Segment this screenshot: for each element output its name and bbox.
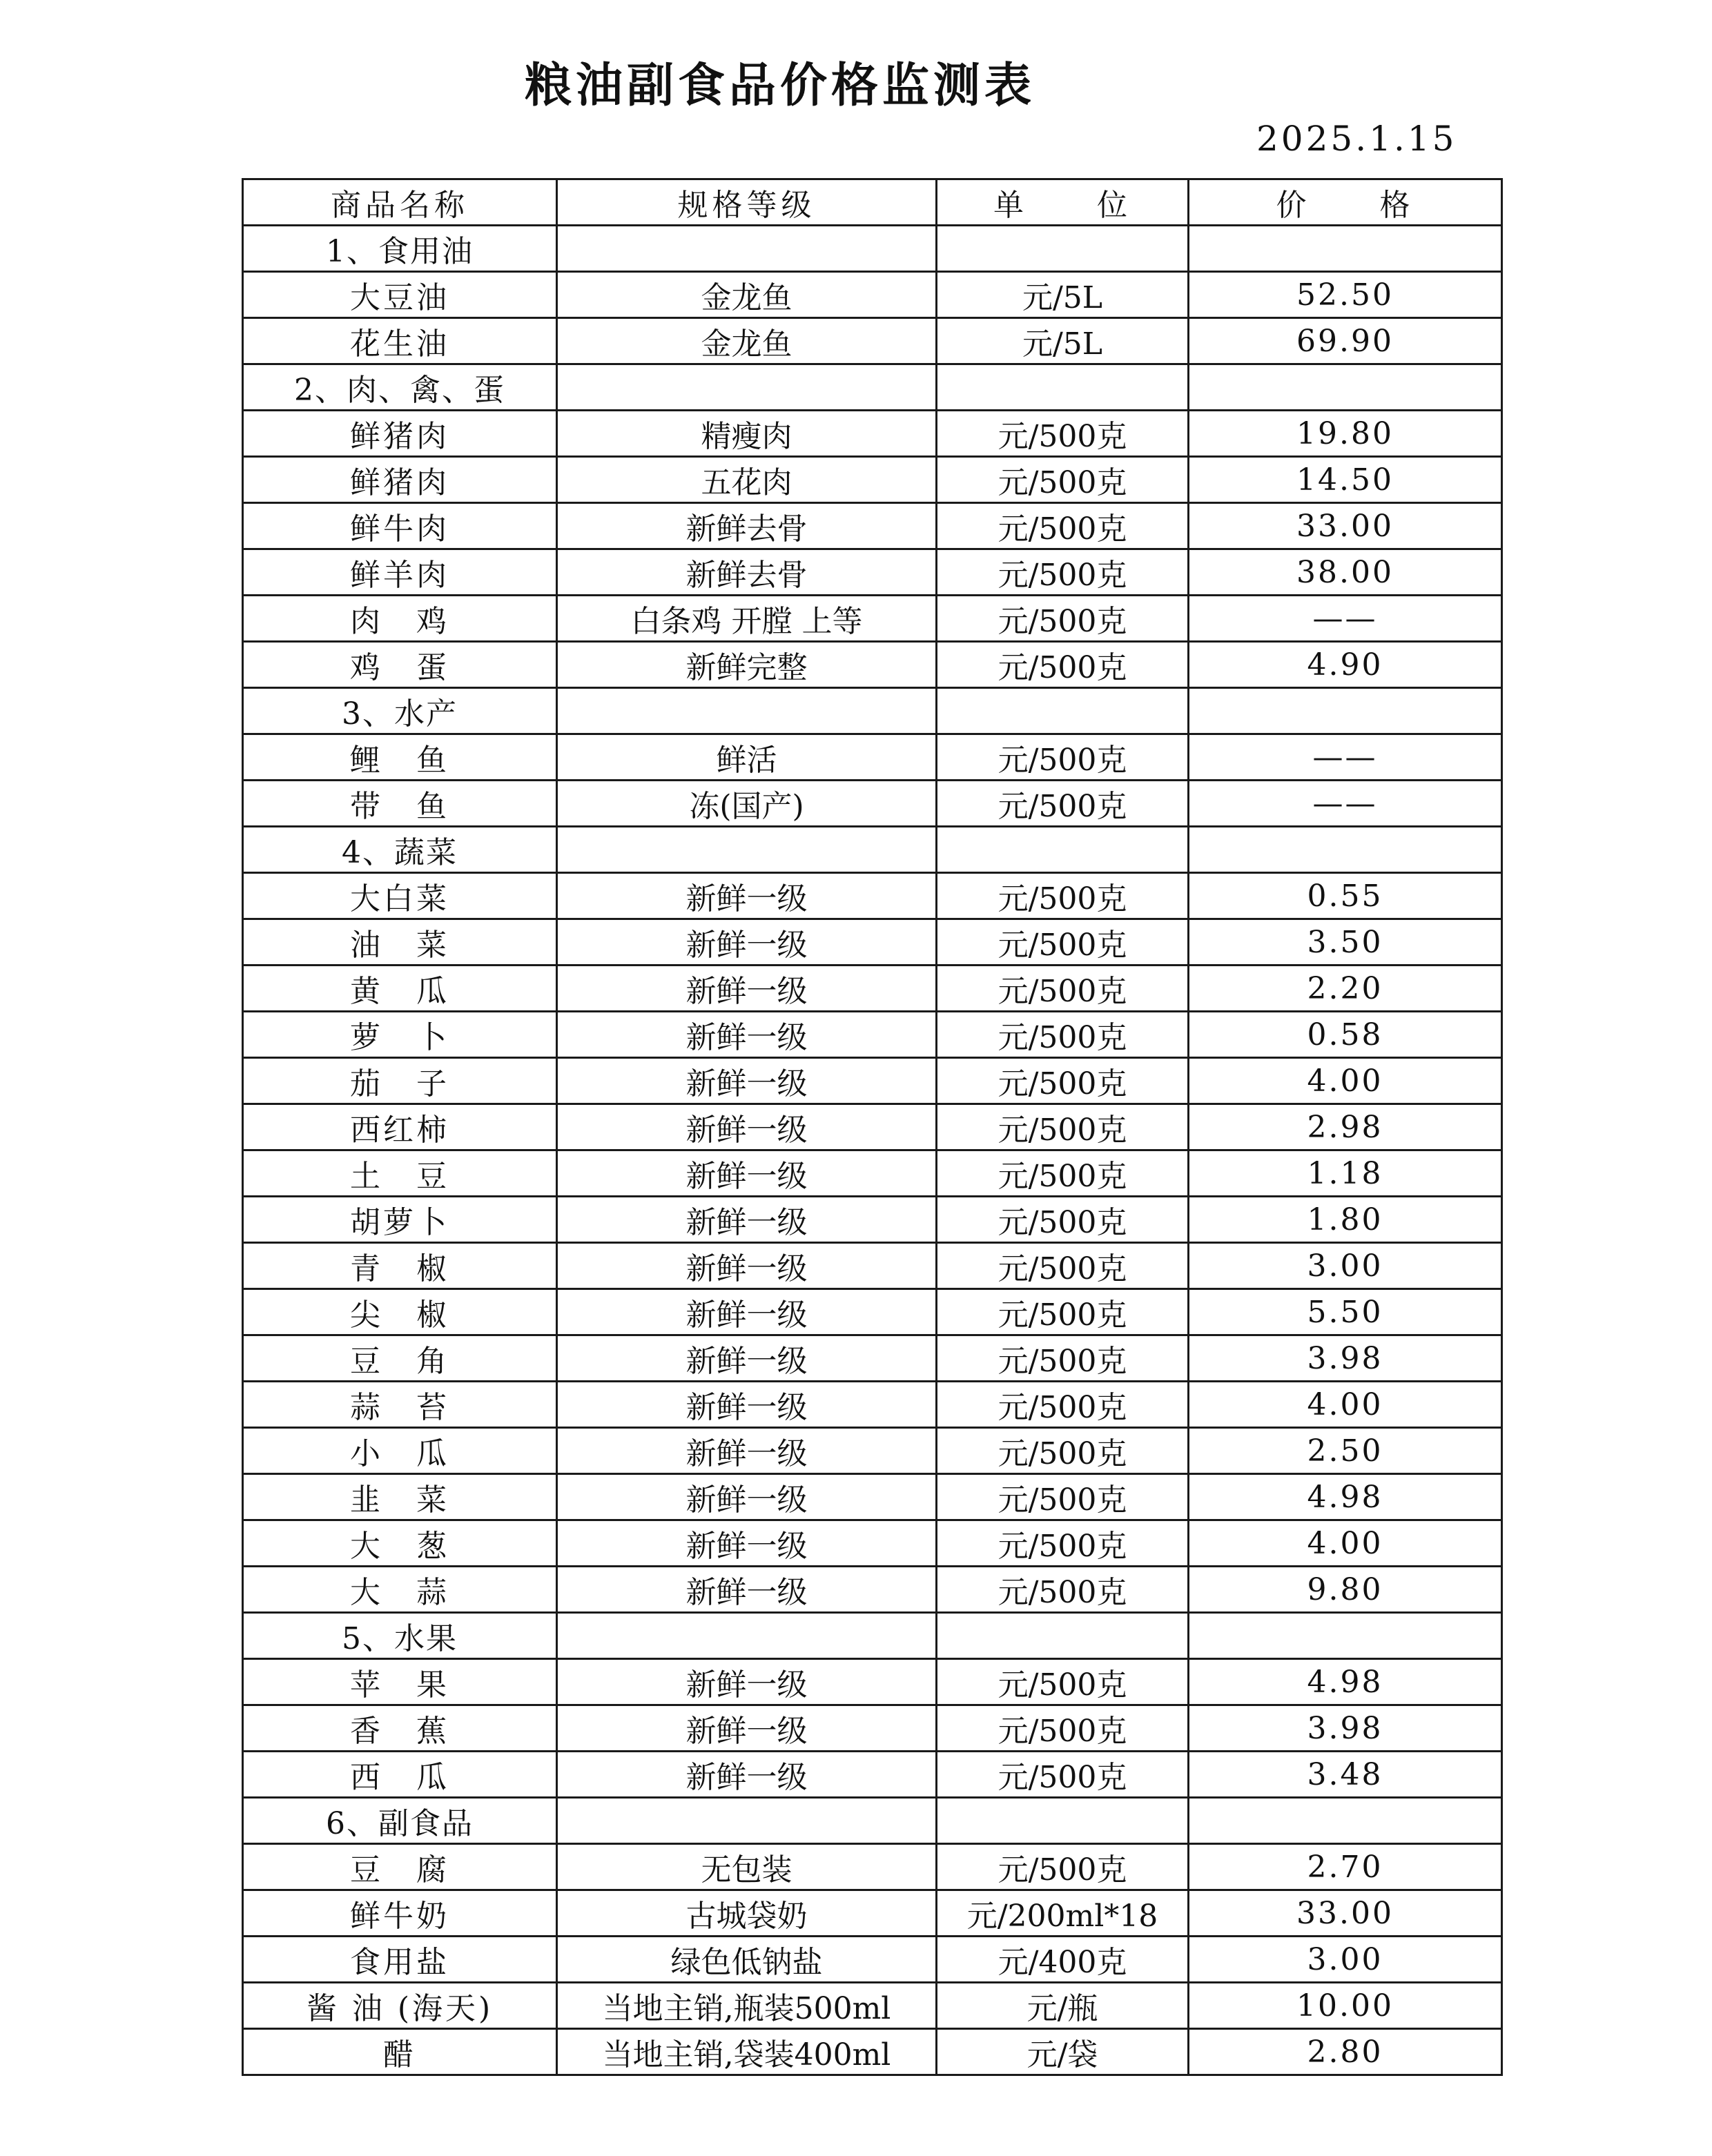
table-row	[243, 1844, 1502, 1890]
report-date: 2025.1.15	[1256, 119, 1457, 159]
item-spec: 新鲜一级	[557, 1243, 937, 1289]
item-unit: 元/5L	[937, 318, 1189, 364]
item-unit: 元/500克	[937, 1335, 1189, 1382]
empty-cell	[937, 1798, 1189, 1844]
item-unit: 元/5L	[937, 272, 1189, 318]
item-price: 1.18	[1189, 1150, 1502, 1197]
item-price: 3.48	[1189, 1752, 1502, 1798]
category-label: 6、副食品	[243, 1798, 557, 1844]
item-name: 醋	[243, 2029, 557, 2075]
item-unit: 元/500克	[937, 1752, 1189, 1798]
item-spec: 新鲜一级	[557, 873, 937, 919]
item-name: 青 椒	[243, 1243, 557, 1289]
table-row	[243, 1659, 1502, 1705]
item-unit: 元/500克	[937, 1289, 1189, 1335]
table-body	[243, 226, 1502, 2075]
item-unit: 元/500克	[937, 549, 1189, 596]
item-unit: 元/500克	[937, 1243, 1189, 1289]
category-row	[243, 226, 1502, 272]
item-price: 2.70	[1189, 1844, 1502, 1890]
table-row	[243, 1567, 1502, 1613]
item-price: 10.00	[1189, 1983, 1502, 2029]
category-label: 5、水果	[243, 1613, 557, 1659]
item-name: 肉 鸡	[243, 596, 557, 642]
table-row	[243, 1937, 1502, 1983]
item-price: 3.00	[1189, 1937, 1502, 1983]
item-price: 5.50	[1189, 1289, 1502, 1335]
category-label: 3、水产	[243, 688, 557, 734]
item-name: 萝 卜	[243, 1012, 557, 1058]
item-price: ——	[1189, 781, 1502, 827]
table-row	[243, 1705, 1502, 1752]
table-row	[243, 642, 1502, 688]
item-spec: 新鲜一级	[557, 1474, 937, 1520]
table-row	[243, 781, 1502, 827]
item-unit: 元/500克	[937, 966, 1189, 1012]
item-name: 鸡 蛋	[243, 642, 557, 688]
item-unit: 元/200ml*18	[937, 1890, 1189, 1937]
item-unit: 元/500克	[937, 734, 1189, 781]
item-name: 蒜 苔	[243, 1382, 557, 1428]
table-row	[243, 966, 1502, 1012]
item-unit: 元/500克	[937, 503, 1189, 549]
table-row	[243, 596, 1502, 642]
table-row	[243, 1289, 1502, 1335]
item-name: 苹 果	[243, 1659, 557, 1705]
empty-cell	[937, 688, 1189, 734]
empty-cell	[1189, 827, 1502, 873]
price-table	[242, 178, 1503, 2076]
item-name: 鲜猪肉	[243, 411, 557, 457]
table-row	[243, 1104, 1502, 1150]
item-name: 酱 油 (海天)	[243, 1983, 557, 2029]
empty-cell	[557, 688, 937, 734]
item-price: 14.50	[1189, 457, 1502, 503]
item-name: 茄 子	[243, 1058, 557, 1104]
item-price: 52.50	[1189, 272, 1502, 318]
empty-cell	[937, 364, 1189, 411]
item-name: 鲜猪肉	[243, 457, 557, 503]
item-name: 豆 腐	[243, 1844, 557, 1890]
item-spec: 新鲜一级	[557, 1335, 937, 1382]
header-price: 价 格	[1189, 179, 1502, 226]
item-price: 9.80	[1189, 1567, 1502, 1613]
table-row	[243, 1428, 1502, 1474]
item-price: 4.00	[1189, 1058, 1502, 1104]
item-price: 4.98	[1189, 1659, 1502, 1705]
item-unit: 元/400克	[937, 1937, 1189, 1983]
item-price: ——	[1189, 596, 1502, 642]
item-price: 1.80	[1189, 1197, 1502, 1243]
table-row	[243, 411, 1502, 457]
page-title: 粮油副食品价格监测表	[524, 59, 1035, 113]
item-name: 鲜羊肉	[243, 549, 557, 596]
category-label: 2、肉、禽、蛋	[243, 364, 557, 411]
item-unit: 元/500克	[937, 1150, 1189, 1197]
item-name: 香 蕉	[243, 1705, 557, 1752]
item-name: 小 瓜	[243, 1428, 557, 1474]
category-row	[243, 1613, 1502, 1659]
item-spec: 新鲜一级	[557, 1104, 937, 1150]
item-price: 0.55	[1189, 873, 1502, 919]
item-price: 3.50	[1189, 919, 1502, 966]
item-spec: 新鲜一级	[557, 1567, 937, 1613]
item-unit: 元/500克	[937, 596, 1189, 642]
empty-cell	[937, 1613, 1189, 1659]
item-unit: 元/500克	[937, 1197, 1189, 1243]
item-price: ——	[1189, 734, 1502, 781]
item-spec: 新鲜去骨	[557, 549, 937, 596]
item-unit: 元/袋	[937, 2029, 1189, 2075]
empty-cell	[557, 827, 937, 873]
empty-cell	[1189, 688, 1502, 734]
item-price: 2.98	[1189, 1104, 1502, 1150]
item-spec: 新鲜一级	[557, 1659, 937, 1705]
item-spec: 无包装	[557, 1844, 937, 1890]
item-spec: 当地主销,袋装400ml	[557, 2029, 937, 2075]
item-unit: 元/500克	[937, 919, 1189, 966]
item-name: 花生油	[243, 318, 557, 364]
empty-cell	[1189, 364, 1502, 411]
item-price: 4.98	[1189, 1474, 1502, 1520]
table-row	[243, 1197, 1502, 1243]
item-price: 4.00	[1189, 1382, 1502, 1428]
item-unit: 元/500克	[937, 1567, 1189, 1613]
item-spec: 古城袋奶	[557, 1890, 937, 1937]
item-spec: 鲜活	[557, 734, 937, 781]
item-spec: 新鲜一级	[557, 1058, 937, 1104]
item-price: 3.00	[1189, 1243, 1502, 1289]
item-unit: 元/500克	[937, 457, 1189, 503]
item-name: 鲤 鱼	[243, 734, 557, 781]
table-row	[243, 1335, 1502, 1382]
item-spec: 当地主销,瓶装500ml	[557, 1983, 937, 2029]
table-row	[243, 549, 1502, 596]
item-unit: 元/500克	[937, 1058, 1189, 1104]
item-name: 土 豆	[243, 1150, 557, 1197]
table-row	[243, 318, 1502, 364]
item-price: 4.90	[1189, 642, 1502, 688]
item-unit: 元/500克	[937, 1520, 1189, 1567]
empty-cell	[1189, 1798, 1502, 1844]
empty-cell	[937, 827, 1189, 873]
item-name: 尖 椒	[243, 1289, 557, 1335]
item-name: 大豆油	[243, 272, 557, 318]
item-price: 33.00	[1189, 1890, 1502, 1937]
table-row	[243, 734, 1502, 781]
item-spec: 新鲜一级	[557, 1150, 937, 1197]
item-name: 大白菜	[243, 873, 557, 919]
header-row	[243, 179, 1502, 226]
empty-cell	[1189, 226, 1502, 272]
item-price: 69.90	[1189, 318, 1502, 364]
item-price: 33.00	[1189, 503, 1502, 549]
table-row	[243, 1382, 1502, 1428]
empty-cell	[937, 226, 1189, 272]
table-row	[243, 873, 1502, 919]
item-price: 3.98	[1189, 1335, 1502, 1382]
table-row	[243, 1474, 1502, 1520]
item-price: 3.98	[1189, 1705, 1502, 1752]
table-row	[243, 1058, 1502, 1104]
item-unit: 元/500克	[937, 1844, 1189, 1890]
item-name: 带 鱼	[243, 781, 557, 827]
category-row	[243, 688, 1502, 734]
item-name: 大 葱	[243, 1520, 557, 1567]
category-row	[243, 1798, 1502, 1844]
table-row	[243, 1983, 1502, 2029]
item-unit: 元/500克	[937, 873, 1189, 919]
item-name: 胡萝卜	[243, 1197, 557, 1243]
table-row	[243, 272, 1502, 318]
item-unit: 元/500克	[937, 781, 1189, 827]
item-spec: 新鲜完整	[557, 642, 937, 688]
table-row	[243, 1520, 1502, 1567]
item-price: 19.80	[1189, 411, 1502, 457]
item-unit: 元/瓶	[937, 1983, 1189, 2029]
table-row	[243, 919, 1502, 966]
item-spec: 金龙鱼	[557, 318, 937, 364]
item-spec: 新鲜一级	[557, 1752, 937, 1798]
item-spec: 新鲜一级	[557, 1197, 937, 1243]
item-spec: 新鲜一级	[557, 966, 937, 1012]
category-row	[243, 364, 1502, 411]
table-row	[243, 503, 1502, 549]
item-name: 韭 菜	[243, 1474, 557, 1520]
item-price: 38.00	[1189, 549, 1502, 596]
item-unit: 元/500克	[937, 1382, 1189, 1428]
item-price: 4.00	[1189, 1520, 1502, 1567]
item-name: 油 菜	[243, 919, 557, 966]
item-spec: 金龙鱼	[557, 272, 937, 318]
item-name: 食用盐	[243, 1937, 557, 1983]
table-row	[243, 2029, 1502, 2075]
item-price: 2.20	[1189, 966, 1502, 1012]
item-spec: 新鲜一级	[557, 1520, 937, 1567]
item-spec: 绿色低钠盐	[557, 1937, 937, 1983]
empty-cell	[557, 1798, 937, 1844]
item-spec: 新鲜一级	[557, 1428, 937, 1474]
header-spec: 规格等级	[557, 179, 937, 226]
item-spec: 新鲜一级	[557, 1289, 937, 1335]
item-name: 鲜牛奶	[243, 1890, 557, 1937]
item-unit: 元/500克	[937, 1428, 1189, 1474]
item-name: 西 瓜	[243, 1752, 557, 1798]
item-spec: 新鲜一级	[557, 1012, 937, 1058]
empty-cell	[1189, 1613, 1502, 1659]
item-spec: 新鲜一级	[557, 1382, 937, 1428]
item-unit: 元/500克	[937, 1705, 1189, 1752]
item-unit: 元/500克	[937, 1474, 1189, 1520]
item-spec: 精瘦肉	[557, 411, 937, 457]
item-spec: 新鲜一级	[557, 919, 937, 966]
category-label: 4、蔬菜	[243, 827, 557, 873]
table-row	[243, 1752, 1502, 1798]
table-row	[243, 1243, 1502, 1289]
empty-cell	[557, 1613, 937, 1659]
item-name: 鲜牛肉	[243, 503, 557, 549]
item-unit: 元/500克	[937, 1104, 1189, 1150]
item-spec: 白条鸡 开膛 上等	[557, 596, 937, 642]
item-name: 大 蒜	[243, 1567, 557, 1613]
item-price: 2.50	[1189, 1428, 1502, 1474]
item-spec: 新鲜去骨	[557, 503, 937, 549]
table-row	[243, 1150, 1502, 1197]
item-price: 2.80	[1189, 2029, 1502, 2075]
item-name: 西红柿	[243, 1104, 557, 1150]
item-spec: 五花肉	[557, 457, 937, 503]
empty-cell	[557, 364, 937, 411]
item-name: 黄 瓜	[243, 966, 557, 1012]
table-row	[243, 1890, 1502, 1937]
item-spec: 新鲜一级	[557, 1705, 937, 1752]
item-spec: 冻(国产)	[557, 781, 937, 827]
item-unit: 元/500克	[937, 1012, 1189, 1058]
item-name: 豆 角	[243, 1335, 557, 1382]
item-price: 0.58	[1189, 1012, 1502, 1058]
item-unit: 元/500克	[937, 411, 1189, 457]
table-row	[243, 1012, 1502, 1058]
item-unit: 元/500克	[937, 1659, 1189, 1705]
category-label: 1、食用油	[243, 226, 557, 272]
item-unit: 元/500克	[937, 642, 1189, 688]
category-row	[243, 827, 1502, 873]
header-unit: 单 位	[937, 179, 1189, 226]
header-name: 商品名称	[243, 179, 557, 226]
empty-cell	[557, 226, 937, 272]
table-row	[243, 457, 1502, 503]
